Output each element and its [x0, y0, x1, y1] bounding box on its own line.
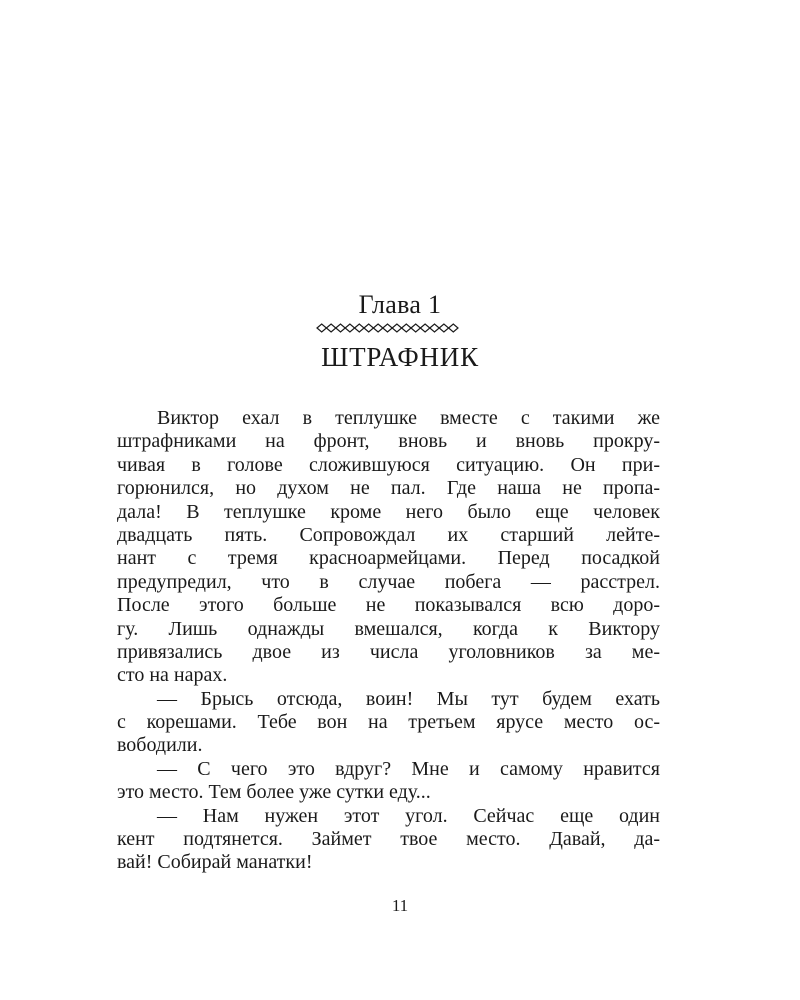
text-line: Виктор ехал в теплушке вместе с такими же [157, 407, 660, 429]
ornament-link [373, 324, 382, 332]
text-line: гу. Лишь однажды вмешался, когда к Виктору [117, 617, 660, 640]
text-line: штрафниками на фронт, вновь и вновь прокру- [117, 430, 660, 453]
ornament-link [439, 324, 448, 332]
ornament-link [420, 324, 429, 332]
page-number: 11 [391, 896, 409, 915]
text-line: — Брысь отсюда, воин! Мы тут будем ехать [157, 687, 660, 710]
ornament-link [411, 324, 420, 332]
text-line: сто на нарах. [117, 664, 228, 687]
chapter-title: ШТРАФНИК [321, 342, 479, 372]
text-line: чивая в голове сложившуюся ситуацию. Он при- [117, 453, 660, 476]
text-line: После этого больше не показывался всю доро- [117, 594, 660, 617]
ornament-link [326, 324, 335, 332]
text-line: кент подтянется. Займет твое место. Давай, да- [117, 828, 660, 851]
ornament-link [392, 324, 401, 332]
chapter-label: Глава 1 [358, 290, 442, 319]
text-line: с корешами. Тебе вон на третьем ярусе место ос- [117, 711, 660, 734]
ornament-link [355, 324, 364, 332]
ornament-link [449, 324, 458, 332]
text-line: вай! Собирай манатки! [117, 851, 313, 874]
body-text [117, 407, 660, 875]
ornament-link [383, 324, 392, 332]
text-line: — С чего это вдруг? Мне и самому нравится [157, 757, 660, 780]
text-line: горюнился, но духом не пал. Где наша не пропа- [117, 477, 660, 500]
chapter-ornament [313, 321, 463, 335]
text-line: дала! В теплушке кроме него было еще человек [117, 500, 660, 523]
ornament-link [345, 324, 354, 332]
text-line: привязались двое из числа уголовников за ме- [117, 640, 660, 663]
ornament-link [336, 324, 345, 332]
text-line: — Нам нужен этот угол. Сейчас еще один [157, 804, 660, 827]
text-line: предупредил, что в случае побега — расстрел. [117, 570, 660, 593]
ornament-link [317, 324, 326, 332]
text-line: нант с тремя красноармейцами. Перед посадкой [117, 547, 660, 570]
ornament-link [402, 324, 411, 332]
text-line: двадцать пять. Сопровождал их старший лейте- [117, 523, 660, 546]
ornament-link [430, 324, 439, 332]
text-line: вободили. [117, 734, 203, 757]
text-line: это место. Тем более уже сутки еду... [117, 781, 431, 804]
ornament-link [364, 324, 373, 332]
